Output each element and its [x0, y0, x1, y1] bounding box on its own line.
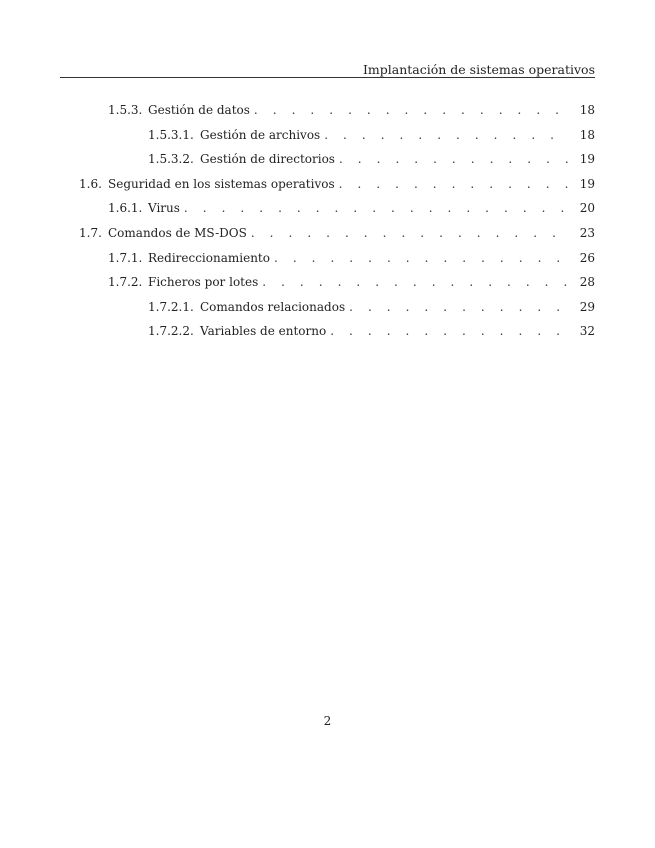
toc-entry[interactable] [0, 319, 655, 343]
dot-leader [251, 221, 569, 245]
header-rule [60, 77, 595, 78]
toc-entry-title: Comandos de MS-DOS [108, 226, 247, 240]
toc-entry-number: 1.6.1. [108, 201, 143, 216]
dot-leader [349, 295, 569, 319]
toc-entry[interactable] [0, 246, 655, 270]
toc-entry-page: 32 [579, 324, 595, 339]
dot-leader [339, 172, 569, 196]
toc-entry-page: 26 [579, 250, 595, 265]
toc-entry-page: 28 [579, 275, 595, 290]
dot-leader [274, 246, 569, 270]
toc-entry-page: 29 [579, 299, 595, 314]
toc-entry-page: 18 [579, 103, 595, 117]
toc-entry-page: 18 [579, 127, 595, 142]
dot-leader [262, 270, 569, 294]
toc-entry-title: Ficheros por lotes [148, 275, 259, 290]
toc-entry-title: Gestión de directorios [200, 152, 335, 167]
toc-entry-title: Virus [148, 201, 180, 216]
toc-entry-page: 19 [579, 152, 595, 167]
dot-leader [254, 98, 569, 122]
toc-entry-title: Seguridad en los sistemas operativos [108, 176, 335, 191]
dot-leader [184, 196, 569, 220]
toc-entry-number: 1.6. [79, 176, 102, 191]
running-header-title: Implantación de sistemas operativos [362, 62, 595, 77]
toc-entry[interactable] [0, 221, 655, 245]
toc-entry-number: 1.7.1. [108, 250, 143, 265]
page-number: 2 [323, 714, 332, 728]
toc-entry-title: Gestión de archivos [200, 127, 321, 142]
dot-leader [324, 123, 569, 147]
toc-entry-number: 1.7. [79, 226, 102, 240]
toc-entry-title: Gestión de datos [148, 103, 250, 117]
toc-entry-number: 1.7.2.2. [148, 324, 194, 339]
toc-entry[interactable] [0, 147, 655, 171]
toc-entry[interactable] [0, 172, 655, 196]
toc-entry-title: Redireccionamiento [148, 250, 270, 265]
toc-entry-title: Variables de entorno [200, 324, 327, 339]
toc-entry[interactable] [0, 295, 655, 319]
toc-entry[interactable] [0, 270, 655, 294]
toc-entry-title: Comandos relacionados [200, 299, 346, 314]
dot-leader [339, 147, 569, 171]
toc-entry-page: 19 [579, 176, 595, 191]
toc-entry-page: 23 [579, 226, 595, 240]
toc-entry-page: 20 [579, 201, 595, 216]
toc-entry[interactable] [0, 98, 655, 122]
toc-entry-number: 1.7.2.1. [148, 299, 194, 314]
toc-entry[interactable] [0, 123, 655, 147]
toc-entry-number: 1.5.3. [108, 103, 143, 117]
toc-entry-number: 1.5.3.1. [148, 127, 194, 142]
toc-entry[interactable] [0, 196, 655, 220]
dot-leader [330, 319, 569, 343]
toc-entry-number: 1.5.3.2. [148, 152, 194, 167]
toc-entry-number: 1.7.2. [108, 275, 143, 290]
